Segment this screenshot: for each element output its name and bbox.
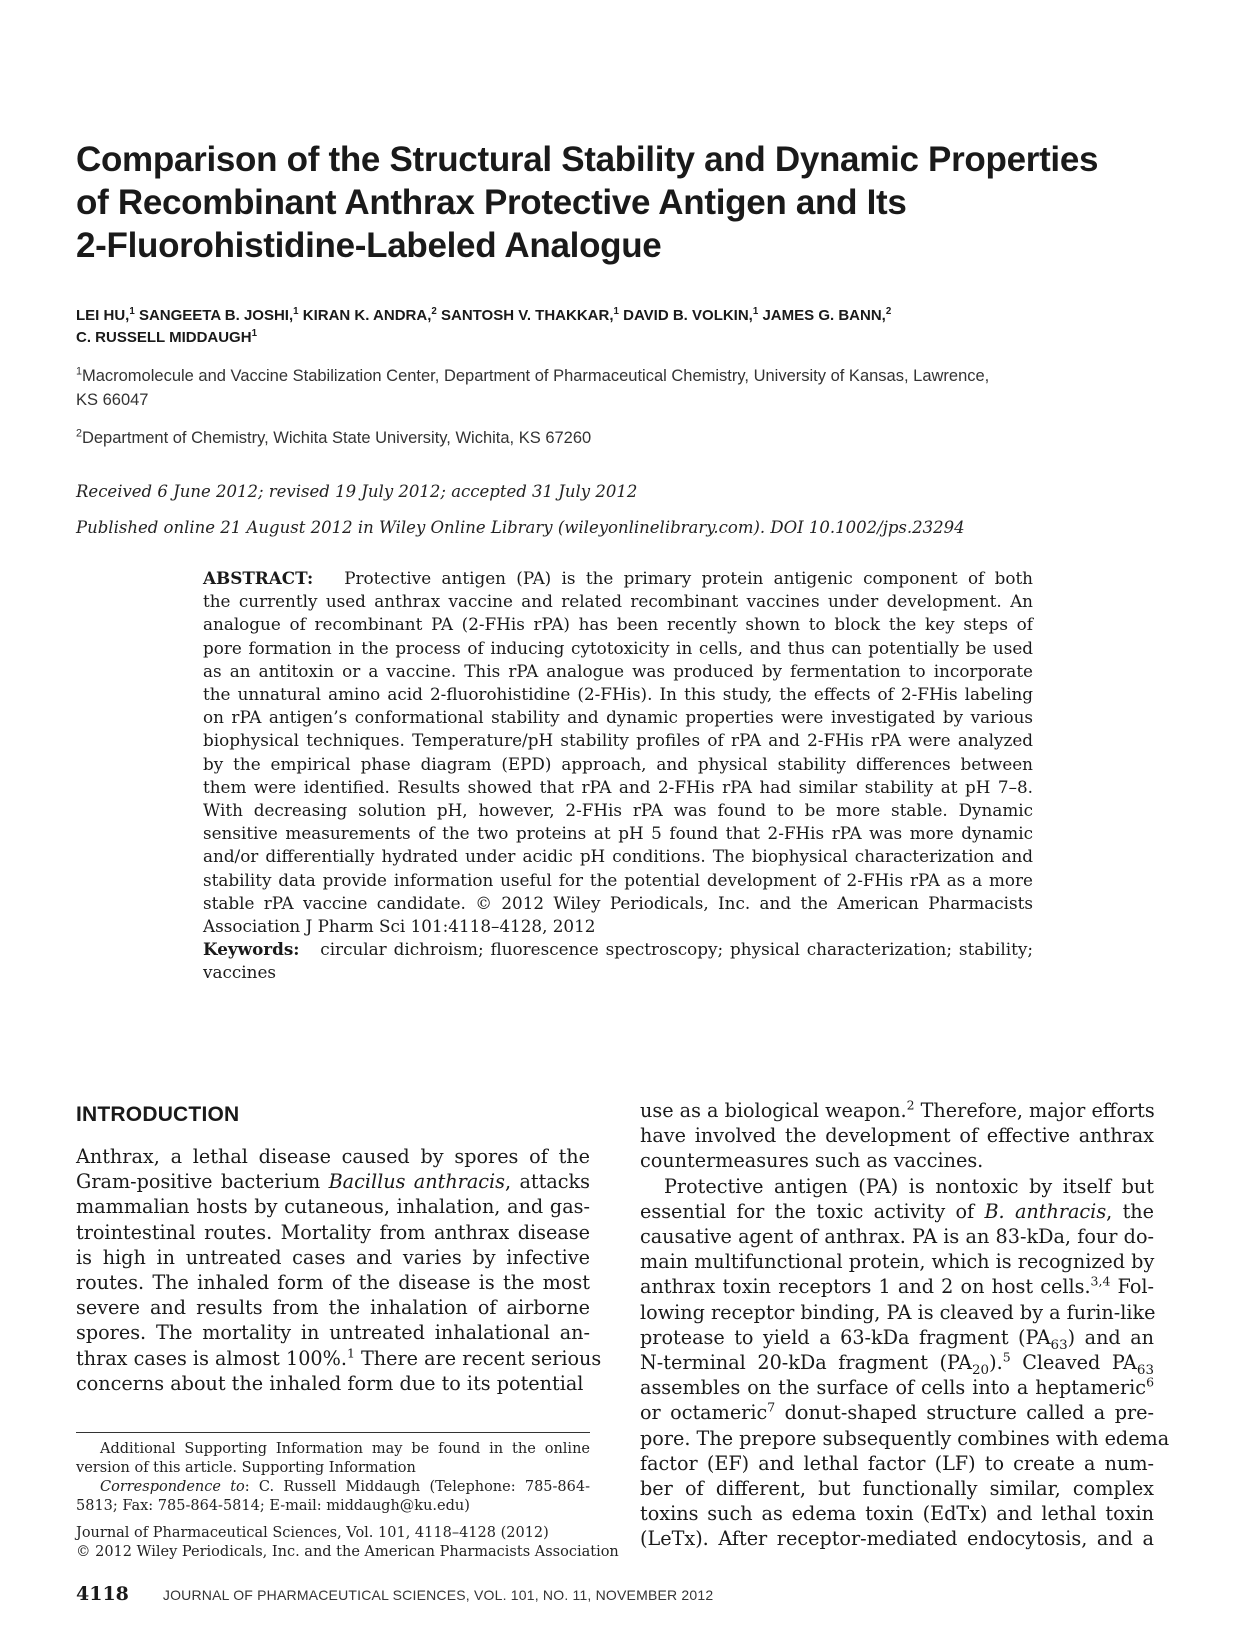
body-line: anthrax toxin receptors 1 and 2 on host cells.$^{3,4}$ Fol- [640, 1274, 1154, 1299]
footnote-copyright: © 2012 Wiley Periodicals, Inc. and the American Pharmacists Association [76, 1544, 619, 1560]
body-line: essential for the toxic activity of B. anthracis, the [640, 1199, 1154, 1223]
author-affiliation-mark: 1 [752, 306, 759, 317]
abstract-line: stable rPA vaccine candidate. © 2012 Wiley Periodicals, Inc. and the American Pharmacists [203, 892, 1033, 913]
abstract-line: the currently used anthrax vaccine and related recombinant vaccines under development. An [203, 591, 1033, 612]
body-line: Protective antigen (PA) is nontoxic by itself but [664, 1174, 1154, 1198]
body-line: main multifunctional protein, which is recognized by [640, 1250, 1155, 1274]
footnote-line: 5813; Fax: 785-864-5814; E-mail: middaugh@ku.edu) [76, 1498, 470, 1514]
author-list [76, 305, 1126, 349]
author-affiliation-mark: 1 [129, 306, 135, 317]
abstract [203, 567, 1033, 985]
page-footer [76, 1583, 713, 1605]
abstract-line: as an antitoxin or a vaccine. This rPA analogue was produced by fermentation to incorporate [203, 660, 1033, 681]
body-line: or octameric$^7$ donut-shaped structure called a pre- [640, 1400, 1154, 1425]
title-line: of Recombinant Anthrax Protective Antigen and Its [76, 183, 907, 222]
author-name: LEI HU, [76, 307, 130, 324]
body-column-left [76, 1144, 602, 1396]
abstract-label: ABSTRACT: [203, 568, 314, 588]
citation-mark: 7 [767, 1400, 776, 1416]
body-line: use as a biological weapon.$^2$ Therefore, major efforts [640, 1097, 1155, 1122]
keywords-line: Keywords: circular dichroism; fluorescence spectroscopy; physical characterization; stability; [203, 939, 1033, 960]
affiliation-text: Macromolecule and Vaccine Stabilization Center, Department of Pharmaceutical Chemistry, University of Kansas, Lawrence, [81, 367, 990, 385]
body-column-right [640, 1097, 1170, 1552]
abstract-line: stability data provide information useful for the potential development of 2-FHis rPA as a more [203, 869, 1033, 890]
body-line: (LeTx). After receptor-mediated endocytosis, and a [640, 1527, 1154, 1551]
affiliation-text: Department of Chemistry, Wichita State University, Wichita, KS 67260 [81, 429, 592, 447]
citation-mark: 1 [346, 1345, 355, 1361]
footnotes [76, 1440, 619, 1562]
keywords-label: Keywords: [203, 939, 300, 960]
body-line: Anthrax, a lethal disease caused by spores of the [76, 1145, 590, 1168]
body-line: severe and results from the inhalation of airborne [76, 1296, 590, 1320]
footnote-line: version of this article. Supporting Information [76, 1460, 416, 1476]
publication-info: Published online 21 August 2012 in Wiley Online Library (wileyonlinelibrary.com). DOI 10.1002/jps.23294 [76, 518, 965, 537]
footnote-divider [76, 1432, 590, 1433]
received-dates: Received 6 June 2012; revised 19 July 2012; accepted 31 July 2012 [76, 482, 638, 501]
citation-mark: 5 [1002, 1349, 1011, 1365]
abstract-line: and/or differentially hydrated under acidic pH conditions. The biophysical characterization and [203, 846, 1033, 867]
page-number: 4118 [76, 1583, 129, 1605]
author-name: DAVID B. VOLKIN, [623, 307, 753, 324]
abstract-line: With decreasing solution pH, however, 2-FHis rPA was found to be more stable. Dynamic [203, 800, 1033, 821]
body-line: N-terminal 20-kDa fragment $(PA_{20}).^5$ Cleaved $PA_{63}$ [640, 1349, 1154, 1378]
abstract-line: pore formation in the process of inducing cytotoxicity in cells, and thus can potentially be used [203, 637, 1033, 658]
author-affiliation-mark: 1 [293, 306, 299, 317]
author-affiliation-mark: 1 [613, 306, 619, 317]
author-name: C. RUSSELL MIDDAUGH [76, 329, 252, 346]
abstract-line: them were identified. Results showed that rPA and 2-FHis rPA had similar stability at pH 7–8. [203, 776, 1033, 797]
footnote-line: Correspondence to: C. Russell Middaugh (Telephone: 785-864- [100, 1479, 590, 1495]
body-line: ber of different, but functionally similar, complex [640, 1477, 1154, 1501]
running-footer: JOURNAL OF PHARMACEUTICAL SCIENCES, VOL. 101, NO. 11, NOVEMBER 2012 [162, 1587, 714, 1603]
body-line: protease to yield a 63-kDa fragment $(PA_{63})$ and an [640, 1325, 1154, 1353]
abstract-line: Association J Pharm Sci 101:4118–4128, 2012 [203, 916, 596, 937]
title-line: 2-Fluorohistidine-Labeled Analogue [76, 226, 662, 265]
abstract-line: biophysical techniques. Temperature/pH stability profiles of rPA and 2-FHis rPA were analyzed [203, 730, 1033, 751]
article-title [76, 138, 1166, 267]
body-line: trointestinal routes. Mortality from anthrax disease [76, 1220, 590, 1244]
citation-mark: 3,4 [1090, 1274, 1111, 1290]
author-affiliation-mark: 2 [885, 306, 892, 317]
abstract-line: by the empirical phase diagram (EPD) approach, and physical stability differences between [203, 753, 1033, 774]
author-name: KIRAN K. ANDRA, [302, 307, 432, 324]
author-affiliation-mark: 2 [431, 306, 437, 317]
body-line: spores. The mortality in untreated inhalational an- [76, 1321, 590, 1345]
affiliation-number: 1 [76, 365, 82, 378]
body-line: countermeasures such as vaccines. [640, 1149, 984, 1173]
body-line: toxins such as edema toxin (EdTx) and lethal toxin [640, 1502, 1154, 1526]
body-line: factor (EF) and lethal factor (LF) to create a num- [640, 1451, 1154, 1475]
author-name: JAMES G. BANN, [762, 307, 886, 324]
body-line: concerns about the inhaled form due to its potential [76, 1371, 584, 1395]
affiliation-text: KS 66047 [76, 391, 149, 409]
abstract-line: the unnatural amino acid 2-fluorohistidine (2-FHis). In this study, the effects of 2-FHis labeling [203, 684, 1033, 705]
correspondence-label: Correspondence to [100, 1479, 245, 1495]
body-line: causative agent of anthrax. PA is an 83-kDa, four do- [640, 1225, 1154, 1249]
citation-mark: 6 [1146, 1374, 1154, 1390]
affiliation-number: 2 [76, 427, 82, 440]
body-line: have involved the development of effective anthrax [640, 1124, 1154, 1148]
section-heading-introduction: INTRODUCTION [76, 1103, 240, 1126]
body-line: assembles on the surface of cells into a heptameric$^6$ [640, 1374, 1154, 1400]
author-affiliation-mark: 1 [251, 328, 257, 339]
abstract-line: on rPA antigen’s conformational stability and dynamic properties were investigated by various [203, 707, 1033, 728]
abstract-line: analogue of recombinant PA (2-FHis rPA) has been recently shown to block the key steps of [203, 614, 1033, 635]
body-line: Gram-positive bacterium Bacillus anthracis, attacks [76, 1170, 590, 1194]
body-line: thrax cases is almost 100%.$^1$ There are recent serious [76, 1345, 602, 1370]
body-line: routes. The inhaled form of the disease is the most [76, 1271, 590, 1295]
author-name: SANGEETA B. JOSHI, [138, 307, 294, 324]
affiliation-1 [76, 364, 1126, 412]
abstract-line: ABSTRACT: Protective antigen (PA) is the primary protein antigenic component of both [203, 568, 1033, 588]
footnote-journal: Journal of Pharmaceutical Sciences, Vol. 101, 4118–4128 (2012) [76, 1525, 549, 1541]
author-name: SANTOSH V. THAKKAR, [440, 307, 614, 324]
title-line: Comparison of the Structural Stability and Dynamic Properties [76, 140, 1099, 179]
body-line: lowing receptor binding, PA is cleaved by a furin-like [640, 1300, 1156, 1324]
footnote-line: Additional Supporting Information may be found in the online [100, 1441, 590, 1457]
body-line: mammalian hosts by cutaneous, inhalation, and gas- [76, 1195, 590, 1219]
affiliation-2 [76, 426, 1126, 450]
body-line: is high in untreated cases and varies by infective [76, 1245, 590, 1269]
citation-mark: 2 [906, 1097, 915, 1113]
body-line: pore. The prepore subsequently combines with edema [640, 1426, 1170, 1450]
keywords-line: vaccines [203, 962, 277, 983]
abstract-line: sensitive measurements of the two proteins at pH 5 found that 2-FHis rPA was more dynamic [203, 823, 1033, 844]
